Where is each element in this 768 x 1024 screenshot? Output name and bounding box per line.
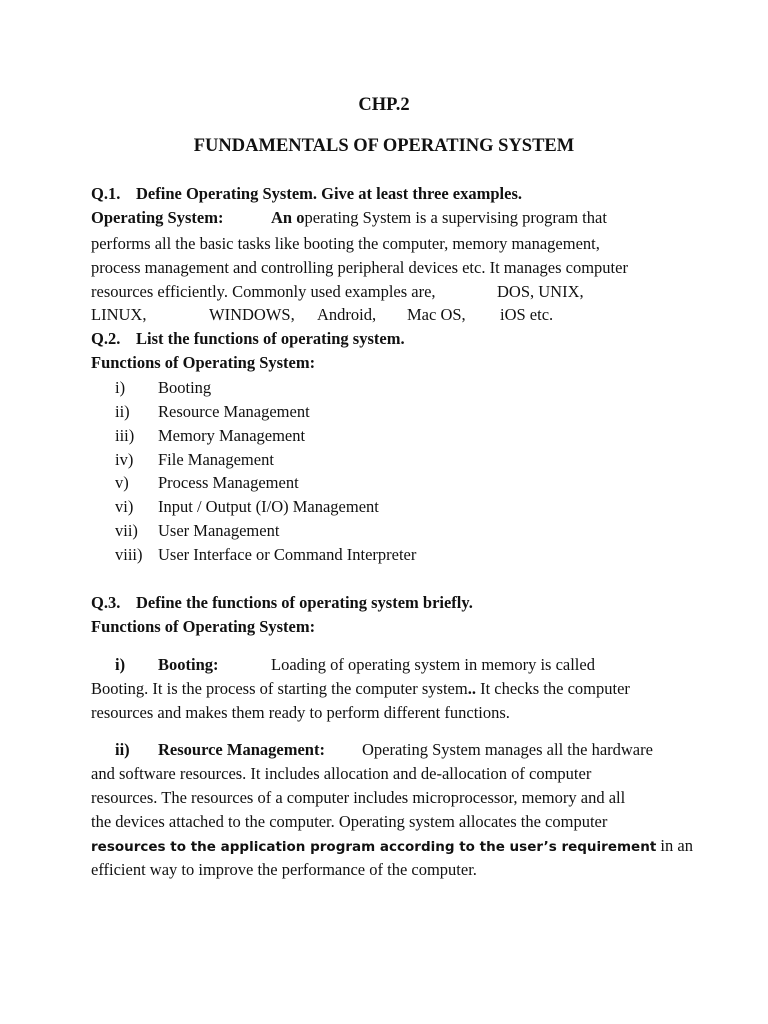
q1-answer-lead-bold: An o	[271, 208, 305, 227]
list-item: Booting	[158, 378, 212, 397]
list-item: Input / Output (I/O) Management	[158, 497, 379, 516]
resource-line-bold: resources to the application program according to the user’s requirement	[91, 839, 657, 855]
q1-answer-line: process management and controlling peripheral devices etc. It manages computer	[91, 258, 628, 277]
q1-number: Q.1.	[91, 184, 121, 203]
q1-question: Define Operating System. Give at least three examples.	[136, 184, 522, 203]
q1-answer-lead	[271, 210, 607, 227]
page-title: FUNDAMENTALS OF OPERATING SYSTEM	[193, 136, 575, 156]
q1-answer-line: resources efficiently. Commonly used examples are,	[91, 282, 436, 301]
q1-answer-lead-rest: perating System is a supervising program that	[304, 208, 607, 227]
booting-line-text: Booting. It is the process of starting the computer system	[91, 679, 468, 698]
list-item-number: ii)	[115, 402, 130, 421]
q2-question: List the functions of operating system.	[136, 329, 405, 348]
q1-example: Mac OS,	[407, 305, 466, 324]
resource-line: and software resources. It includes allocation and de-allocation of computer	[91, 764, 592, 783]
list-item: User Interface or Command Interpreter	[158, 545, 417, 564]
booting-lead: Loading of operating system in memory is called	[271, 655, 595, 674]
list-item-number: vii)	[115, 521, 138, 540]
resource-line: the devices attached to the computer. Operating system allocates the computer	[91, 812, 608, 831]
resource-lead: Operating System manages all the hardware	[362, 740, 653, 759]
resource-line	[91, 838, 693, 855]
booting-label: Booting:	[158, 655, 219, 674]
list-item-number: iii)	[115, 426, 135, 445]
resource-line: resources. The resources of a computer includes microprocessor, memory and all	[91, 788, 626, 807]
q1-example: WINDOWS,	[209, 305, 295, 324]
list-item: Process Management	[158, 473, 299, 492]
booting-line	[91, 681, 630, 698]
q3-question: Define the functions of operating system briefly.	[136, 593, 473, 612]
q1-example: LINUX,	[91, 305, 147, 324]
list-item-number: iv)	[115, 450, 134, 469]
list-item-number: viii)	[115, 545, 143, 564]
list-item-number: i)	[115, 378, 126, 397]
booting-line: resources and makes them ready to perform different functions.	[91, 703, 510, 722]
q1-answer-label: Operating System:	[91, 208, 224, 227]
list-item: User Management	[158, 521, 280, 540]
q3-number: Q.3.	[91, 593, 121, 612]
list-item: Resource Management	[158, 402, 310, 421]
list-item-number: vi)	[115, 497, 134, 516]
list-item-number: v)	[115, 473, 129, 492]
list-item: File Management	[158, 450, 274, 469]
q1-example: iOS etc.	[500, 305, 554, 324]
q3-heading: Functions of Operating System:	[91, 617, 316, 636]
q1-answer-line: performs all the basic tasks like booting the computer, memory management,	[91, 234, 600, 253]
resource-line: efficient way to improve the performance of the computer.	[91, 860, 477, 879]
resource-label: Resource Management:	[158, 740, 325, 759]
q2-number: Q.2.	[91, 329, 121, 348]
booting-line-dots: ..	[467, 679, 476, 698]
booting-line-text: It checks the computer	[475, 679, 630, 698]
resource-number: ii)	[115, 740, 130, 759]
chapter-heading: CHP.2	[358, 95, 410, 115]
booting-number: i)	[115, 655, 126, 674]
q1-example: DOS, UNIX,	[497, 282, 584, 301]
resource-line-text: in an	[656, 836, 693, 855]
q2-heading: Functions of Operating System:	[91, 353, 316, 372]
list-item: Memory Management	[158, 426, 306, 445]
q1-example: Android,	[317, 305, 377, 324]
